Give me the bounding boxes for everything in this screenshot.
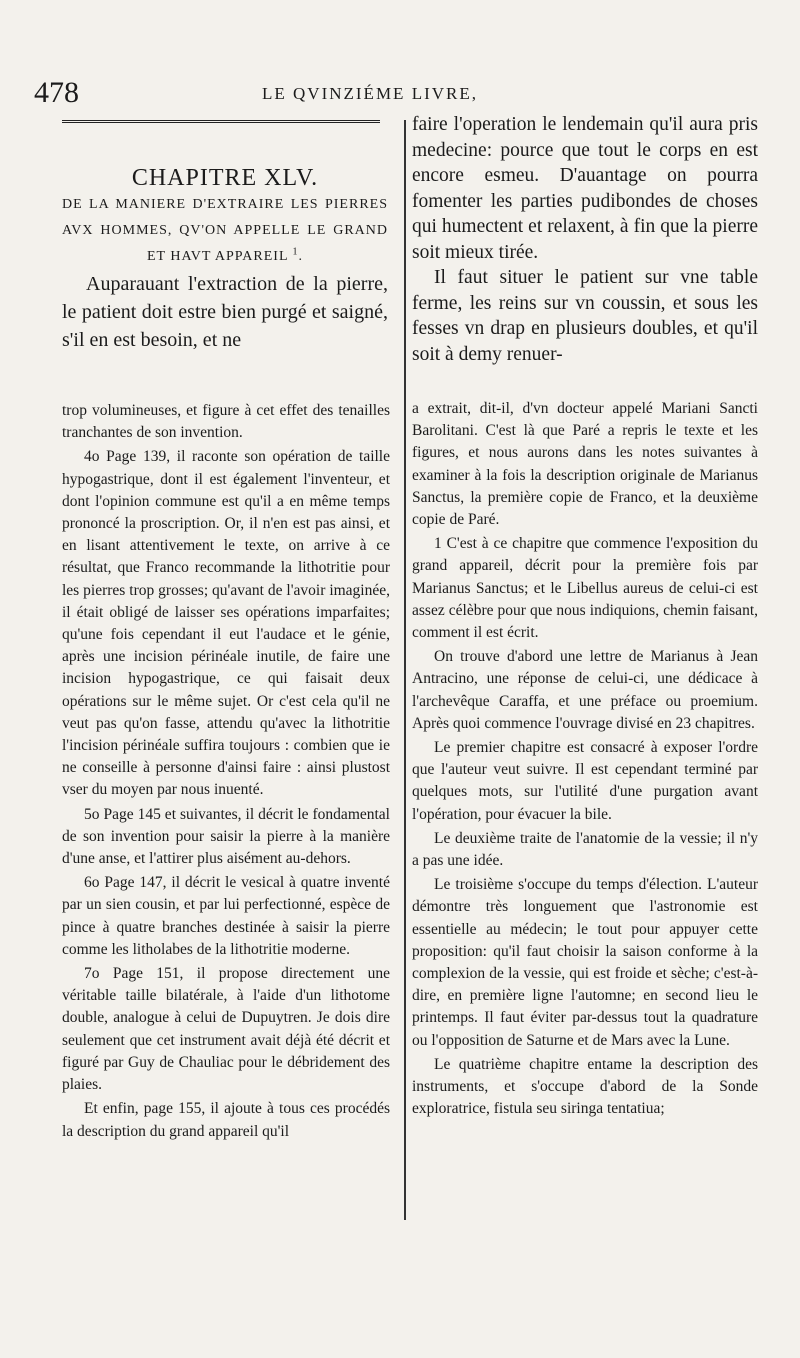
header-rule	[62, 120, 380, 123]
right-column-notes	[412, 398, 758, 1121]
chapter-subtitle-text: DE LA MANIERE D'EXTRAIRE LES PIERRES AVX HOMMES, QV'ON APPELLE LE GRAND ET HAVT APPAREIL	[62, 197, 388, 264]
note-paragraph: Le premier chapitre est consacré à exposer l'ordre que l'auteur veut suivre. Il est cependant terminé par quelques mots, sur l'utilité d'une purgation avant l'opération, pour évacuer la bile.	[412, 739, 758, 823]
note-paragraph: Le troisième s'occupe du temps d'élection. L'auteur démontre très longuement que l'astronomie est essentielle au médecin; le tout pour appuyer cette proposition: qu'il faut choisir la saison conforme à la complexion de la vessie, qui est froide et sèche; c'est-à-dire, en première ligne l'automne; en second lieu le printemps. Il faut éviter par-dessus tout la quadrature ou l'opposition de Saturne et de Mars avec la Lune.	[412, 876, 758, 1049]
note-paragraph: 7o Page 151, il propose directement une véritable taille bilatérale, à l'aide d'un lithotome double, analogue à celui de Dupuytren. Je dois dire seulement que cet instrument avait déjà été décrit et figuré par Guy de Chauliac pour le débridement des plaies.	[62, 965, 390, 1094]
note-paragraph: Et enfin, page 155, il ajoute à tous ces procédés la description du grand appareil qu'il	[62, 1100, 390, 1140]
main-paragraph: faire l'operation le lendemain qu'il aura pris medecine: pource que tout le corps en est encore esmeu. D'auantage on pourra fomenter les parties pudibondes de choses qui humectent et relaxent, à fin que la pierre soit mieux tirée.	[412, 114, 758, 263]
note-paragraph: On trouve d'abord une lettre de Marianus à Jean Antracino, une réponse de celui-ci, une dédicace à l'archevêque Caraffa, et une préface ou proemium. Après quoi commence l'ouvrage divisé en 23 chapitres.	[412, 648, 758, 732]
chapter-subtitle	[62, 192, 388, 270]
note-paragraph: trop volumineuses, et figure à cet effet des tenailles tranchantes de son invention.	[62, 402, 390, 442]
chapter-subtitle-end: .	[298, 249, 303, 264]
note-paragraph: a extrait, dit-il, d'vn docteur appelé Mariani Sancti Barolitani. C'est là que Paré a repris le texte et les figures, et nous aurons dans les notes suivantes à examiner à la fois la description originale de Marianus Sanctus, la première copie de Franco, et la deuxième copie de Paré.	[412, 400, 758, 529]
right-column-main	[412, 112, 758, 367]
note-paragraph: Le quatrième chapitre entame la description des instruments, et s'occupe d'abord de la Sonde exploratrice, fistula seu siringa tentatiua;	[412, 1055, 758, 1118]
lead-paragraph: Auparauant l'extraction de la pierre, le patient doit estre bien purgé et saigné, s'il en est besoin, et ne	[62, 273, 388, 351]
left-column-notes	[62, 400, 390, 1143]
footnote-marker: 1	[292, 246, 299, 258]
note-paragraph: 1 C'est à ce chapitre que commence l'exposition du grand appareil, décrit pour la première fois par Marianus Sanctus; et le Libellus aureus de celui-ci est assez célèbre pour que nous indiquions, chemin faisant, comment il est écrit.	[412, 535, 758, 642]
left-column-main	[62, 165, 388, 354]
column-divider	[404, 120, 406, 1220]
note-paragraph: 5o Page 145 et suivantes, il décrit le fondamental de son invention pour saisir la pierre à la manière d'une anse, et l'attirer plus aisément au-dehors.	[62, 805, 390, 868]
note-paragraph: 4o Page 139, il raconte son opération de taille hypogastrique, dont il est également l'inventeur, et dont l'opinion commune est qu'il a en même temps prononcé la proscription. Or, il n'en est pas ainsi, et en lisant attentivement le texte, on arrive à ce résultat, que Franco recommande la lithotritie pour les pierres trop grosses; qu'avant de l'avoir imaginée, il était obligé de laisser ses opérations imparfaites; qu'une fois cependant il eut l'audace et le génie, après une incision périnéale inutile, de faire une incision hypogastrique, ce qui faisait deux opérations sur le même sujet. Or c'est cela qu'il ne veut pas qu'on fasse, attendu qu'avec la lithotritie l'incision périnéale suffira toujours : combien que ie ne conseille à personne d'ainsi faire : ainsi plustost vser du moyen par nous inuenté.	[62, 448, 390, 799]
main-paragraph: Il faut situer le patient sur vne table ferme, les reins sur vn coussin, et sous les fesses vn drap en plusieurs doubles, et qu'il soit à demy renuer-	[412, 267, 758, 365]
page-number: 478	[34, 76, 79, 109]
note-paragraph: 6o Page 147, il décrit le vesical à quatre inventé par un sien cousin, et par lui perfectionné, espèce de pince à quatre branches destinée à saisir la pierre comme les litholabes de la lithotritie moderne.	[62, 874, 390, 958]
running-head: LE QVINZIÉME LIVRE,	[262, 84, 478, 103]
chapter-title: CHAPITRE XLV.	[131, 165, 319, 191]
note-paragraph: Le deuxième traite de l'anatomie de la vessie; il n'y a pas une idée.	[412, 829, 758, 870]
